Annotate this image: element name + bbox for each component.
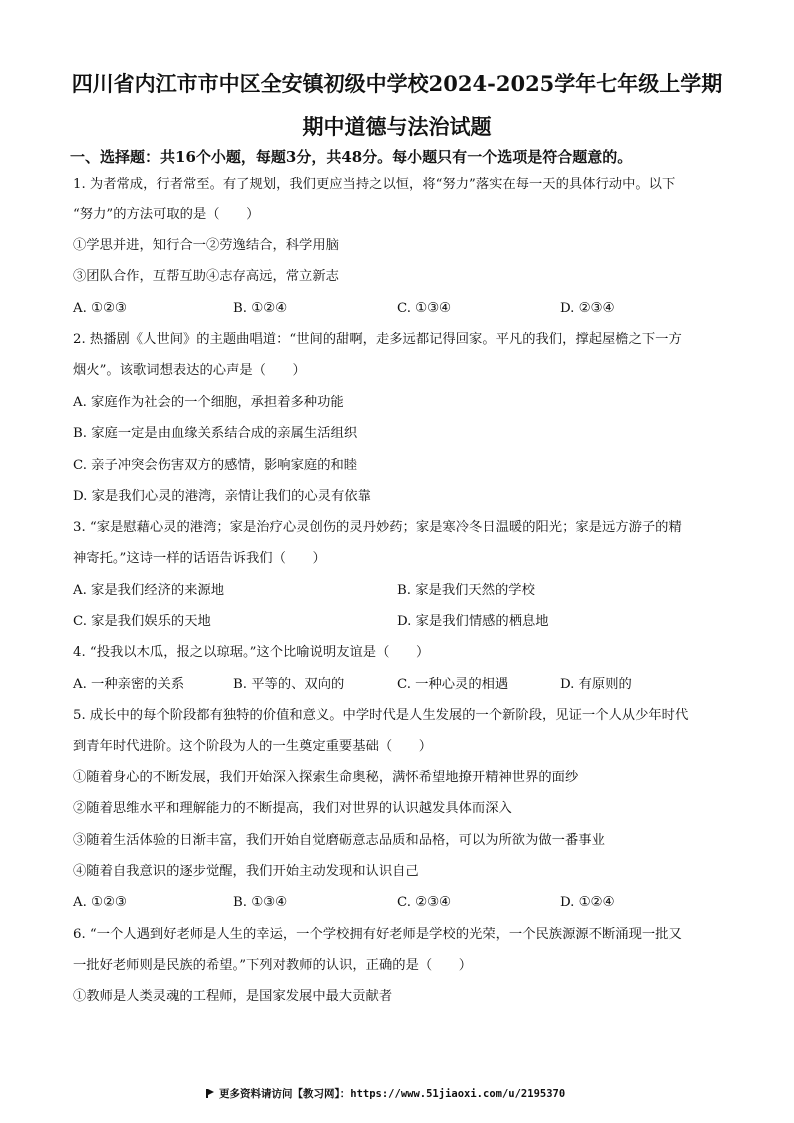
- q5-option-a: A. ①②③: [73, 895, 127, 910]
- q5-stem: 5. 成长中的每个阶段都有独特的价值和意义。中学时代是人生发展的一个新阶段，见证一个人从少年时代: [73, 708, 689, 723]
- q5-item: ③随着生活体验的日渐丰富，我们开始自觉磨砺意志品质和品格，可以为所欲为做一番事业: [73, 833, 605, 848]
- q3-option-d: D. 家是我们情感的栖息地: [397, 614, 549, 629]
- q1-stem: 1. 为者常成，行者常至。有了规划，我们更应当持之以恒，将“努力”落实在每一天的具体行动中。以下: [73, 177, 676, 192]
- q6-stem-cont: 一批好老师则是民族的希望。”下列对教师的认识，正确的是（ ）: [73, 958, 473, 973]
- q1-option-d: D. ②③④: [560, 301, 615, 316]
- q4-option-c: C. 一种心灵的相遇: [397, 677, 509, 692]
- q2-option-c: C. 亲子冲突会伤害双方的感情，影响家庭的和睦: [73, 458, 358, 473]
- q4-stem: 4. “投我以木瓜，报之以琼琚。”这个比喻说明友谊是（ ）: [73, 645, 430, 660]
- q2-stem-cont: 烟火”。该歌词想表达的心声是（ ）: [73, 363, 306, 378]
- q1-option-a: A. ①②③: [73, 301, 127, 316]
- footer-link[interactable]: [206, 1086, 565, 1101]
- q1-item: ①学思并进，知行合一②劳逸结合，科学用脑: [73, 238, 339, 253]
- q5-item: ②随着思维水平和理解能力的不断提高，我们对世界的认识越发具体而深入: [73, 801, 512, 816]
- q6-item: ①教师是人类灵魂的工程师，是国家发展中最大贡献者: [73, 989, 393, 1004]
- page-title-line1: 四川省内江市市中区全安镇初级中学校2024-2025学年七年级上学期: [71, 71, 723, 96]
- q3-option-c: C. 家是我们娱乐的天地: [73, 614, 211, 629]
- q1-option-c: C. ①③④: [397, 301, 451, 316]
- section-heading: 一、选择题：共16个小题，每题3分，共48分。每小题只有一个选项是符合题意的。: [70, 148, 633, 166]
- footer-text: 更多资料请访问【教习网】：https://www.51jiaoxi.com/u/2195370: [219, 1088, 566, 1100]
- page-title-line2: 期中道德与法治试题: [302, 114, 492, 139]
- q4-option-b: B. 平等的、双向的: [233, 677, 345, 692]
- q3-option-b: B. 家是我们天然的学校: [397, 583, 535, 598]
- q1-item: ③团队合作，互帮互助④志存高远，常立新志: [73, 269, 339, 284]
- q3-option-a: A. 家是我们经济的来源地: [73, 583, 225, 598]
- q3-stem-cont: 神寄托。”这诗一样的话语告诉我们（ ）: [73, 551, 326, 566]
- q5-option-c: C. ②③④: [397, 895, 451, 910]
- q5-item: ④随着自我意识的逐步觉醒，我们开始主动发现和认识自己: [73, 864, 419, 879]
- q2-stem: 2. 热播剧《人世间》的主题曲唱道：“世间的甜啊，走多远都记得回家。平凡的我们，撑起屋檐之下一方: [73, 332, 682, 347]
- q1-option-b: B. ①②④: [233, 301, 287, 316]
- q2-option-d: D. 家是我们心灵的港湾，亲情让我们的心灵有依靠: [73, 489, 371, 504]
- q2-option-a: A. 家庭作为社会的一个细胞，承担着多种功能: [73, 395, 344, 410]
- q5-item: ①随着身心的不断发展，我们开始深入探索生命奥秘，满怀希望地撩开精神世界的面纱: [73, 770, 579, 785]
- q5-option-d: D. ①②④: [560, 895, 615, 910]
- q1-stem-cont: “努力”的方法可取的是（ ）: [73, 207, 260, 222]
- q5-option-b: B. ①③④: [233, 895, 287, 910]
- q2-option-b: B. 家庭一定是由血缘关系结合成的亲属生活组织: [73, 426, 358, 441]
- flag-icon: [206, 1089, 214, 1098]
- q4-option-a: A. 一种亲密的关系: [73, 677, 185, 692]
- q3-stem: 3. “家是慰藉心灵的港湾；家是治疗心灵创伤的灵丹妙药；家是寒冷冬日温暖的阳光；家是远方游子的精: [73, 520, 682, 535]
- q5-stem-cont: 到青年时代进阶。这个阶段为人的一生奠定重要基础（ ）: [73, 739, 433, 754]
- q6-stem: 6. “一个人遇到好老师是人生的幸运，一个学校拥有好老师是学校的光荣，一个民族源源不断涌现一批又: [73, 927, 682, 942]
- q4-option-d: D. 有原则的: [560, 677, 632, 692]
